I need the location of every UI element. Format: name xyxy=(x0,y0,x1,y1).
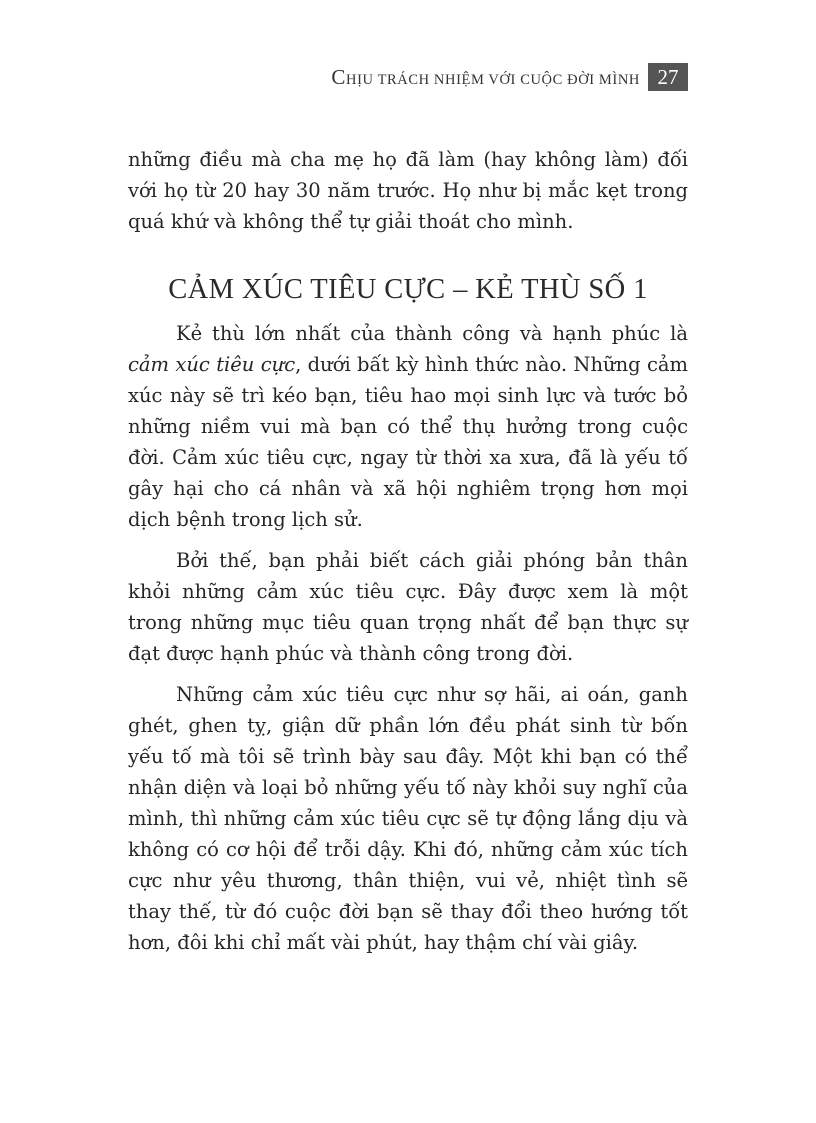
continuation-paragraph: những điều mà cha mẹ họ đã làm (hay không làm) đối với họ từ 20 hay 30 năm trước. Họ như bị mắc kẹt trong quá khứ và không thể tự giải thoát cho mình. xyxy=(128,148,688,233)
paragraph-3: Những cảm xúc tiêu cực như sợ hãi, ai oán, ganh ghét, ghen tỵ, giận dữ phần lớn đều phát sinh từ bốn yếu tố mà tôi sẽ trình bày sau đây. Một khi bạn có thể nhận diện và loại bỏ những yếu tố này khỏi suy nghĩ của mình, thì những cảm xúc tiêu cực sẽ tự động lắng dịu và không có cơ hội để trỗi dậy. Khi đó, những cảm xúc tích cực như yêu thương, thân thiện, vui vẻ, nhiệt tình sẽ thay thế, từ đó cuộc đời bạn sẽ thay đổi theo hướng tốt hơn, đôi khi chỉ mất vài phút, hay thậm chí vài giây. xyxy=(128,683,688,954)
paragraph-1-end: , dưới bất kỳ hình thức nào. Những cảm xúc này sẽ trì kéo bạn, tiêu hao mọi sinh lực và tước bỏ những niềm vui mà bạn có thể thụ hưởng trong cuộc đời. Cảm xúc tiêu cực, ngay từ thời xa xưa, đã là yếu tố gây hại cho cá nhân và xã hội nghiêm trọng hơn mọi dịch bệnh trong lịch sử. xyxy=(128,353,689,531)
paragraph-1-emphasis: cảm xúc tiêu cực xyxy=(128,353,296,376)
paragraph-1 xyxy=(128,318,688,535)
running-title-initial: C xyxy=(331,64,347,89)
running-header xyxy=(272,62,688,92)
paragraph-2: Bởi thế, bạn phải biết cách giải phóng bản thân khỏi những cảm xúc tiêu cực. Đây được xem là một trong những mục tiêu quan trọng nhất để bạn thực sự đạt được hạnh phúc và thành công trong đời. xyxy=(128,549,688,665)
running-title xyxy=(331,65,640,90)
continuation-block xyxy=(128,144,688,237)
running-title-rest: HỊU TRÁCH NHIỆM VỚI CUỘC ĐỜI MÌNH xyxy=(346,71,640,88)
paragraph-1-start: Kẻ thù lớn nhất của thành công và hạnh phúc là xyxy=(176,322,688,345)
section-heading: CẢM XÚC TIÊU CỰC – KẺ THÙ SỐ 1 xyxy=(168,274,648,305)
section-body xyxy=(128,318,688,958)
page-number: 27 xyxy=(648,63,688,91)
